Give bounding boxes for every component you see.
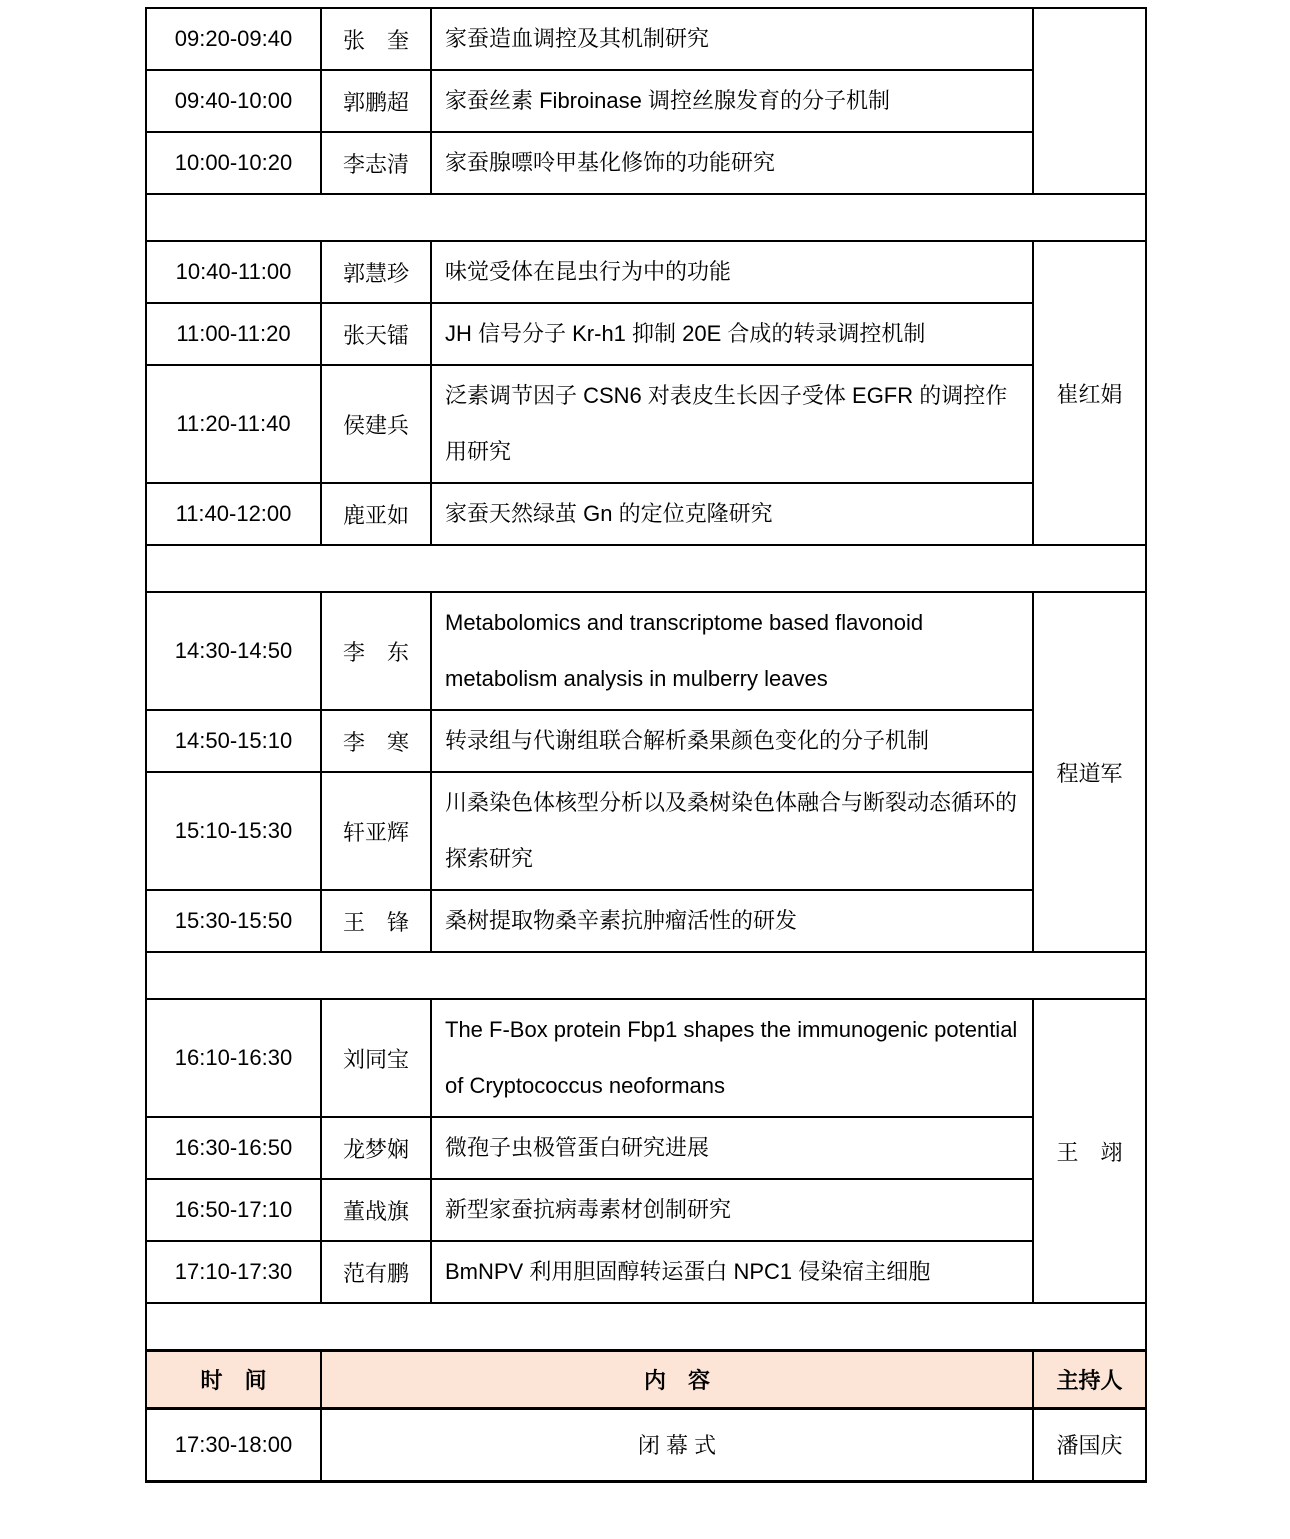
time-cell: 15:30-15:50 bbox=[146, 890, 321, 952]
closing-chair-cell: 潘国庆 bbox=[1033, 1408, 1146, 1481]
time-cell: 14:30-14:50 bbox=[146, 592, 321, 710]
table-row bbox=[146, 1117, 1146, 1179]
time-cell: 14:50-15:10 bbox=[146, 710, 321, 772]
talk-title-cell: Metabolomics and transcriptome based flavonoid metabolism analysis in mulberry leaves bbox=[431, 592, 1033, 710]
closing-content-cell: 闭 幕 式 bbox=[321, 1408, 1033, 1481]
time-cell: 10:00-10:20 bbox=[146, 132, 321, 194]
speaker-cell: 李志清 bbox=[321, 132, 431, 194]
time-cell: 16:10-16:30 bbox=[146, 999, 321, 1117]
header-content-cell: 内 容 bbox=[321, 1350, 1033, 1408]
table-row bbox=[146, 70, 1146, 132]
speaker-cell: 董战旗 bbox=[321, 1179, 431, 1241]
speaker-cell: 郭慧珍 bbox=[321, 241, 431, 303]
time-cell: 17:10-17:30 bbox=[146, 1241, 321, 1303]
header-time-cell: 时 间 bbox=[146, 1350, 321, 1408]
speaker-cell: 郭鹏超 bbox=[321, 70, 431, 132]
talk-title-cell: 家蚕天然绿茧 Gn 的定位克隆研究 bbox=[431, 483, 1033, 545]
conference-program-table bbox=[145, 7, 1147, 1483]
section-spacer-row bbox=[146, 952, 1146, 999]
section-spacer-row bbox=[146, 1303, 1146, 1350]
time-cell: 09:20-09:40 bbox=[146, 8, 321, 70]
speaker-cell: 张 奎 bbox=[321, 8, 431, 70]
talk-title-cell: The F-Box protein Fbp1 shapes the immunogenic potential of Cryptococcus neoformans bbox=[431, 999, 1033, 1117]
table-row bbox=[146, 303, 1146, 365]
chair-cell: 程道军 bbox=[1033, 592, 1146, 952]
talk-title-cell: 川桑染色体核型分析以及桑树染色体融合与断裂动态循环的探索研究 bbox=[431, 772, 1033, 890]
talk-title-cell: 味觉受体在昆虫行为中的功能 bbox=[431, 241, 1033, 303]
time-cell: 16:50-17:10 bbox=[146, 1179, 321, 1241]
talk-title-cell: 新型家蚕抗病毒素材创制研究 bbox=[431, 1179, 1033, 1241]
table-row bbox=[146, 1241, 1146, 1303]
table-header-row bbox=[146, 1350, 1146, 1408]
table-row bbox=[146, 1179, 1146, 1241]
speaker-cell: 轩亚辉 bbox=[321, 772, 431, 890]
closing-time-cell: 17:30-18:00 bbox=[146, 1408, 321, 1481]
time-cell: 09:40-10:00 bbox=[146, 70, 321, 132]
time-cell: 11:00-11:20 bbox=[146, 303, 321, 365]
spacer-cell bbox=[146, 952, 1146, 999]
table-row bbox=[146, 592, 1146, 710]
spacer-cell bbox=[146, 194, 1146, 241]
talk-title-cell: 泛素调节因子 CSN6 对表皮生长因子受体 EGFR 的调控作用研究 bbox=[431, 365, 1033, 483]
time-cell: 16:30-16:50 bbox=[146, 1117, 321, 1179]
talk-title-cell: 家蚕丝素 Fibroinase 调控丝腺发育的分子机制 bbox=[431, 70, 1033, 132]
table-row bbox=[146, 483, 1146, 545]
table-row bbox=[146, 132, 1146, 194]
time-cell: 11:20-11:40 bbox=[146, 365, 321, 483]
speaker-cell: 张天镭 bbox=[321, 303, 431, 365]
speaker-cell: 李 寒 bbox=[321, 710, 431, 772]
speaker-cell: 范有鹏 bbox=[321, 1241, 431, 1303]
spacer-cell bbox=[146, 1303, 1146, 1350]
table-row bbox=[146, 772, 1146, 890]
section-spacer-row bbox=[146, 545, 1146, 592]
chair-cell: 王 翊 bbox=[1033, 999, 1146, 1303]
table-row bbox=[146, 710, 1146, 772]
header-chair-cell: 主持人 bbox=[1033, 1350, 1146, 1408]
table-row bbox=[146, 8, 1146, 70]
time-cell: 10:40-11:00 bbox=[146, 241, 321, 303]
chair-cell bbox=[1033, 8, 1146, 194]
table-row bbox=[146, 890, 1146, 952]
time-cell: 11:40-12:00 bbox=[146, 483, 321, 545]
chair-cell: 崔红娟 bbox=[1033, 241, 1146, 545]
talk-title-cell: 家蚕造血调控及其机制研究 bbox=[431, 8, 1033, 70]
table-row bbox=[146, 365, 1146, 483]
talk-title-cell: 微孢子虫极管蛋白研究进展 bbox=[431, 1117, 1033, 1179]
speaker-cell: 王 锋 bbox=[321, 890, 431, 952]
talk-title-cell: 家蚕腺嘌呤甲基化修饰的功能研究 bbox=[431, 132, 1033, 194]
table-row bbox=[146, 999, 1146, 1117]
talk-title-cell: BmNPV 利用胆固醇转运蛋白 NPC1 侵染宿主细胞 bbox=[431, 1241, 1033, 1303]
talk-title-cell: 桑树提取物桑辛素抗肿瘤活性的研发 bbox=[431, 890, 1033, 952]
speaker-cell: 李 东 bbox=[321, 592, 431, 710]
closing-ceremony-row bbox=[146, 1408, 1146, 1481]
speaker-cell: 鹿亚如 bbox=[321, 483, 431, 545]
time-cell: 15:10-15:30 bbox=[146, 772, 321, 890]
speaker-cell: 侯建兵 bbox=[321, 365, 431, 483]
speaker-cell: 龙梦娴 bbox=[321, 1117, 431, 1179]
spacer-cell bbox=[146, 545, 1146, 592]
speaker-cell: 刘同宝 bbox=[321, 999, 431, 1117]
table-row bbox=[146, 241, 1146, 303]
section-spacer-row bbox=[146, 194, 1146, 241]
talk-title-cell: 转录组与代谢组联合解析桑果颜色变化的分子机制 bbox=[431, 710, 1033, 772]
talk-title-cell: JH 信号分子 Kr-h1 抑制 20E 合成的转录调控机制 bbox=[431, 303, 1033, 365]
